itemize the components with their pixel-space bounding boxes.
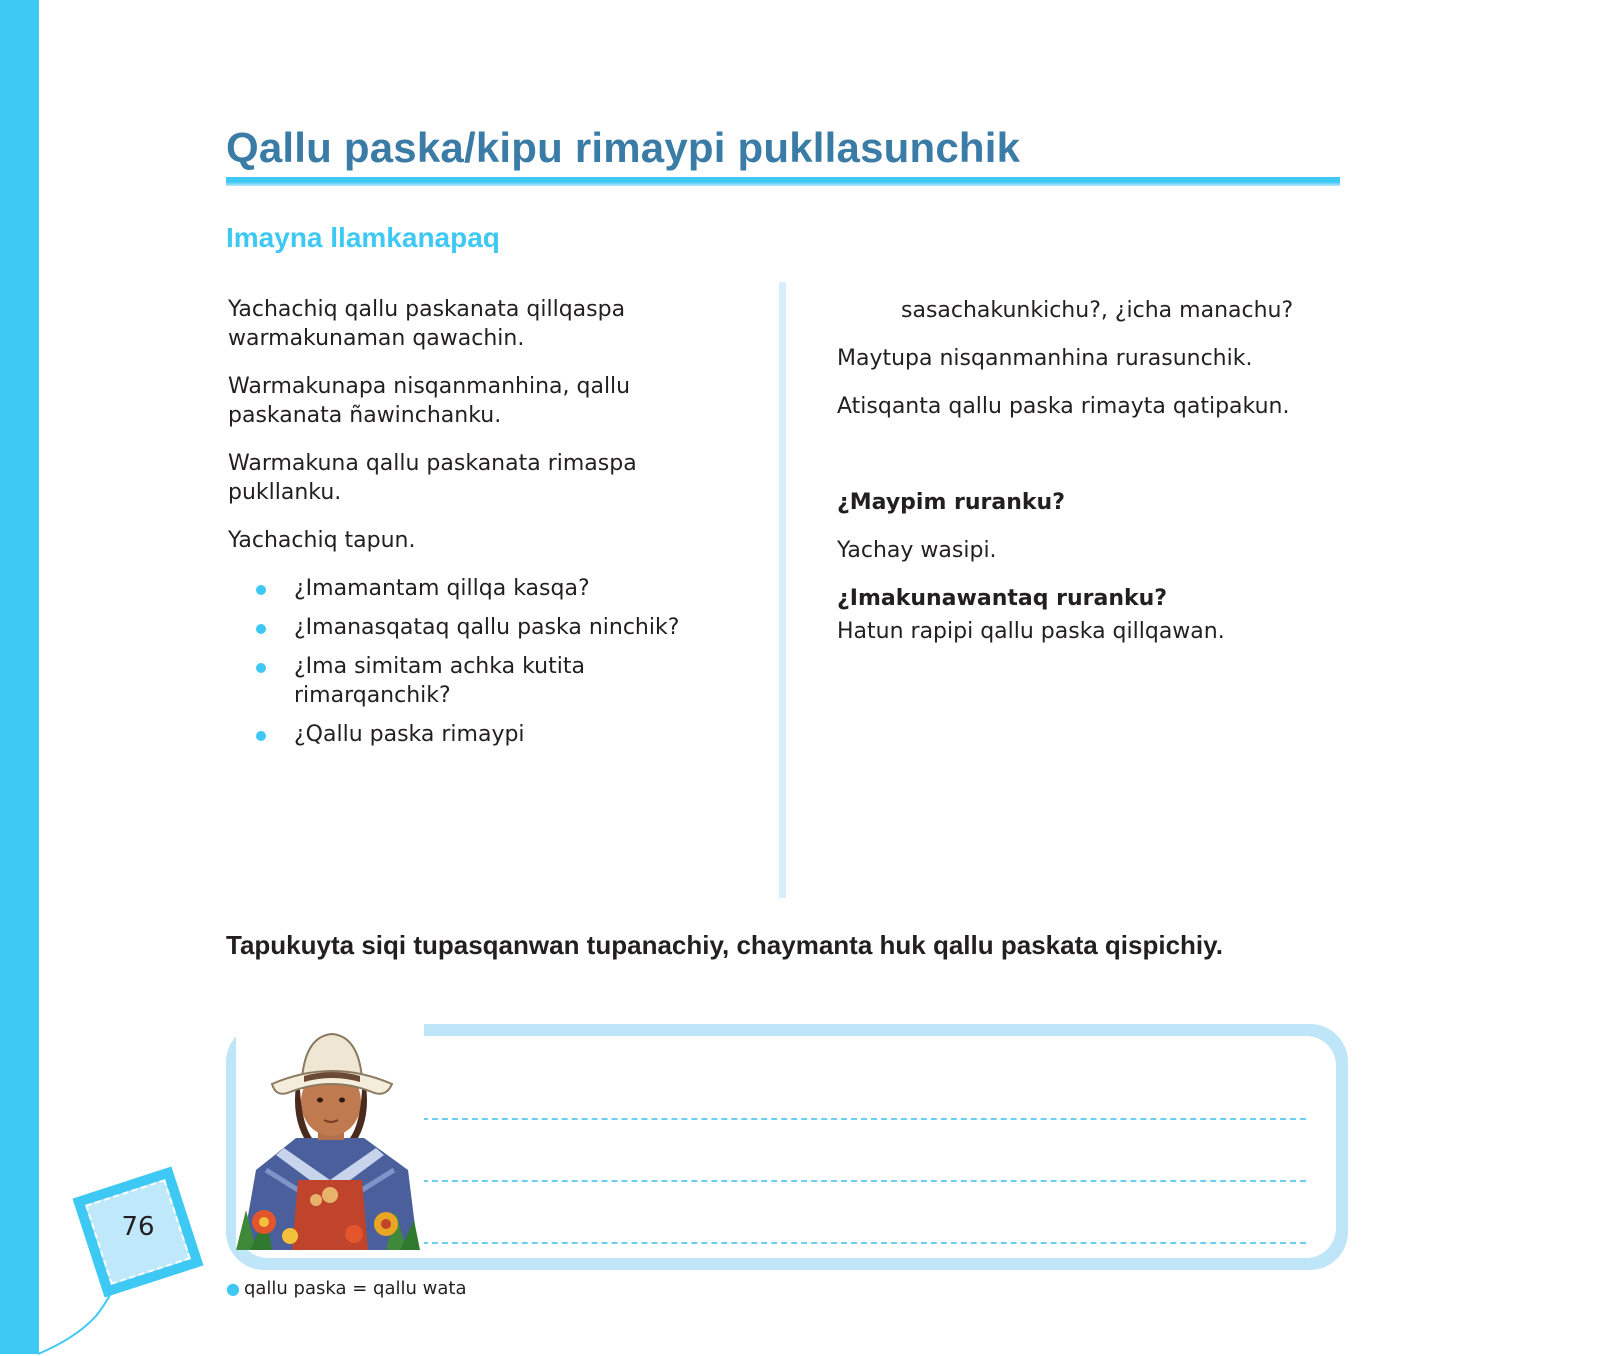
paragraph: Warmakunapa nisqanmanhina, qallu paskanata ñawinchanku.	[228, 374, 631, 428]
footnote-text: qallu paska = qallu wata	[243, 1278, 467, 1299]
bullet-icon	[256, 585, 266, 595]
where-answer: Yachay wasipi.	[837, 538, 997, 563]
with-what-answer: Hatun rapipi qallu paska qillqawan.	[837, 619, 1225, 644]
title-underline	[226, 177, 1340, 186]
footnote	[226, 1278, 466, 1299]
question-text: ¿Imamantam qillqa kasqa?	[294, 576, 590, 601]
page-number: 76	[121, 1212, 155, 1242]
writing-line[interactable]	[422, 1242, 1306, 1244]
question-text: ¿Qallu paska rimaypi	[294, 722, 525, 747]
question-item	[294, 613, 698, 642]
question-item	[294, 574, 698, 603]
writing-line[interactable]	[422, 1180, 1306, 1182]
writing-line[interactable]	[422, 1118, 1306, 1120]
question-item	[294, 720, 698, 749]
page-title: Qallu paska/kipu rimaypi pukllasunchik	[226, 124, 1021, 171]
question-text: ¿Imanasqataq qallu paska ninchik?	[294, 615, 680, 640]
bullet-icon	[256, 624, 266, 634]
footnote-bullet-icon: ●	[226, 1279, 240, 1298]
question-item	[294, 652, 698, 710]
where-heading: ¿Maypim ruranku?	[837, 490, 1065, 515]
paragraph: Warmakuna qallu paskanata rimaspa pukllanku.	[228, 451, 637, 505]
question-continuation: sasachakunkichu?, ¿icha manachu?	[901, 298, 1294, 323]
left-edge-strip	[0, 0, 39, 1354]
with-what-heading: ¿Imakunawantaq ruranku?	[837, 586, 1168, 611]
right-column	[837, 296, 1337, 665]
instruction-text: Tapukuyta siqi tupasqanwan tupanachiy, chaymanta huk qallu paskata qispichiy.	[226, 930, 1223, 960]
column-divider	[779, 282, 786, 898]
paragraph: Yachachiq qallu paskanata qillqaspa warmakunaman qawachin.	[228, 297, 626, 351]
left-column	[228, 295, 698, 759]
question-text: ¿Ima simitam achka kutita rimarqanchik?	[294, 654, 585, 708]
girl-in-hat-illustration	[236, 1020, 424, 1250]
bullet-icon	[256, 731, 266, 741]
page-number-badge	[86, 1180, 196, 1290]
paragraph: Atisqanta qallu paska rimayta qatipakun.	[837, 394, 1290, 419]
section-heading: Imayna llamkanapaq	[226, 222, 500, 253]
question-list	[228, 574, 698, 749]
bullet-icon	[256, 663, 266, 673]
spacer	[837, 440, 1337, 488]
paragraph: Maytupa nisqanmanhina rurasunchik.	[837, 346, 1253, 371]
paragraph: Yachachiq tapun.	[228, 528, 416, 553]
